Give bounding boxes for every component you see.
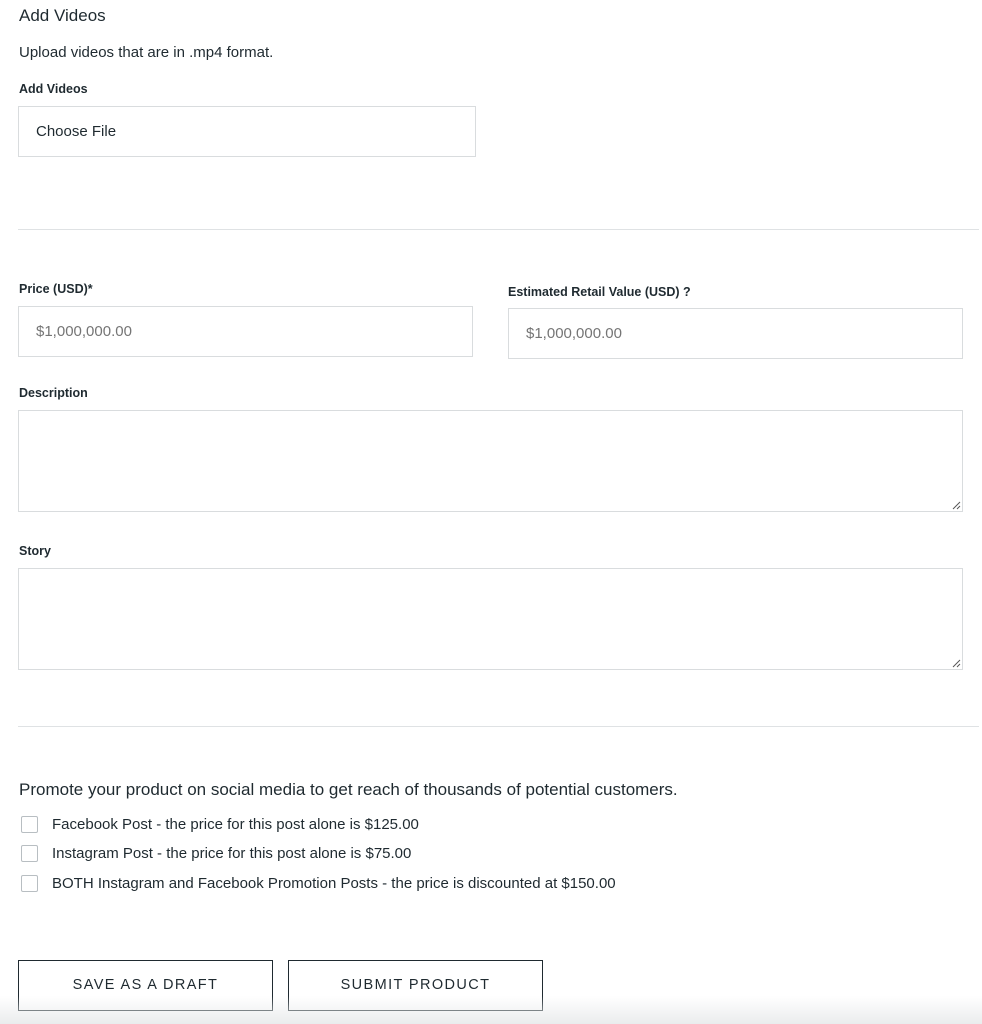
price-label: Price (USD)* [19,282,93,296]
add-videos-label: Add Videos [19,82,88,96]
promotion-title: Promote your product on social media to get reach of thousands of potential customers. [19,780,678,799]
story-field-wrapper [18,568,963,670]
choose-file-button[interactable]: Choose File [18,106,476,157]
story-label: Story [19,544,51,558]
facebook-post-label: Facebook Post - the price for this post alone is $125.00 [52,815,419,833]
instagram-post-label: Instagram Post - the price for this post alone is $75.00 [52,844,412,862]
retail-value-label: Estimated Retail Value (USD) ? [508,285,691,299]
section-divider [18,726,979,727]
facebook-post-checkbox[interactable] [21,816,38,833]
section-divider [18,229,979,230]
description-label: Description [19,386,88,400]
promo-option-instagram[interactable] [21,843,411,863]
submit-product-button[interactable]: SUBMIT PRODUCT [288,960,543,1011]
resize-handle-icon[interactable] [951,658,961,668]
story-textarea[interactable] [18,568,963,670]
instagram-post-checkbox[interactable] [21,845,38,862]
videos-section-title: Add Videos [19,6,106,25]
price-input[interactable] [18,306,473,357]
both-posts-label: BOTH Instagram and Facebook Promotion Posts - the price is discounted at $150.00 [52,874,616,892]
promo-option-both[interactable] [21,873,616,893]
save-as-draft-button[interactable]: SAVE AS A DRAFT [18,960,273,1011]
resize-handle-icon[interactable] [951,500,961,510]
retail-value-input[interactable] [508,308,963,359]
both-posts-checkbox[interactable] [21,875,38,892]
videos-help-text: Upload videos that are in .mp4 format. [19,44,274,61]
description-textarea[interactable] [18,410,963,512]
promo-option-facebook[interactable] [21,814,419,834]
description-field-wrapper [18,410,963,512]
